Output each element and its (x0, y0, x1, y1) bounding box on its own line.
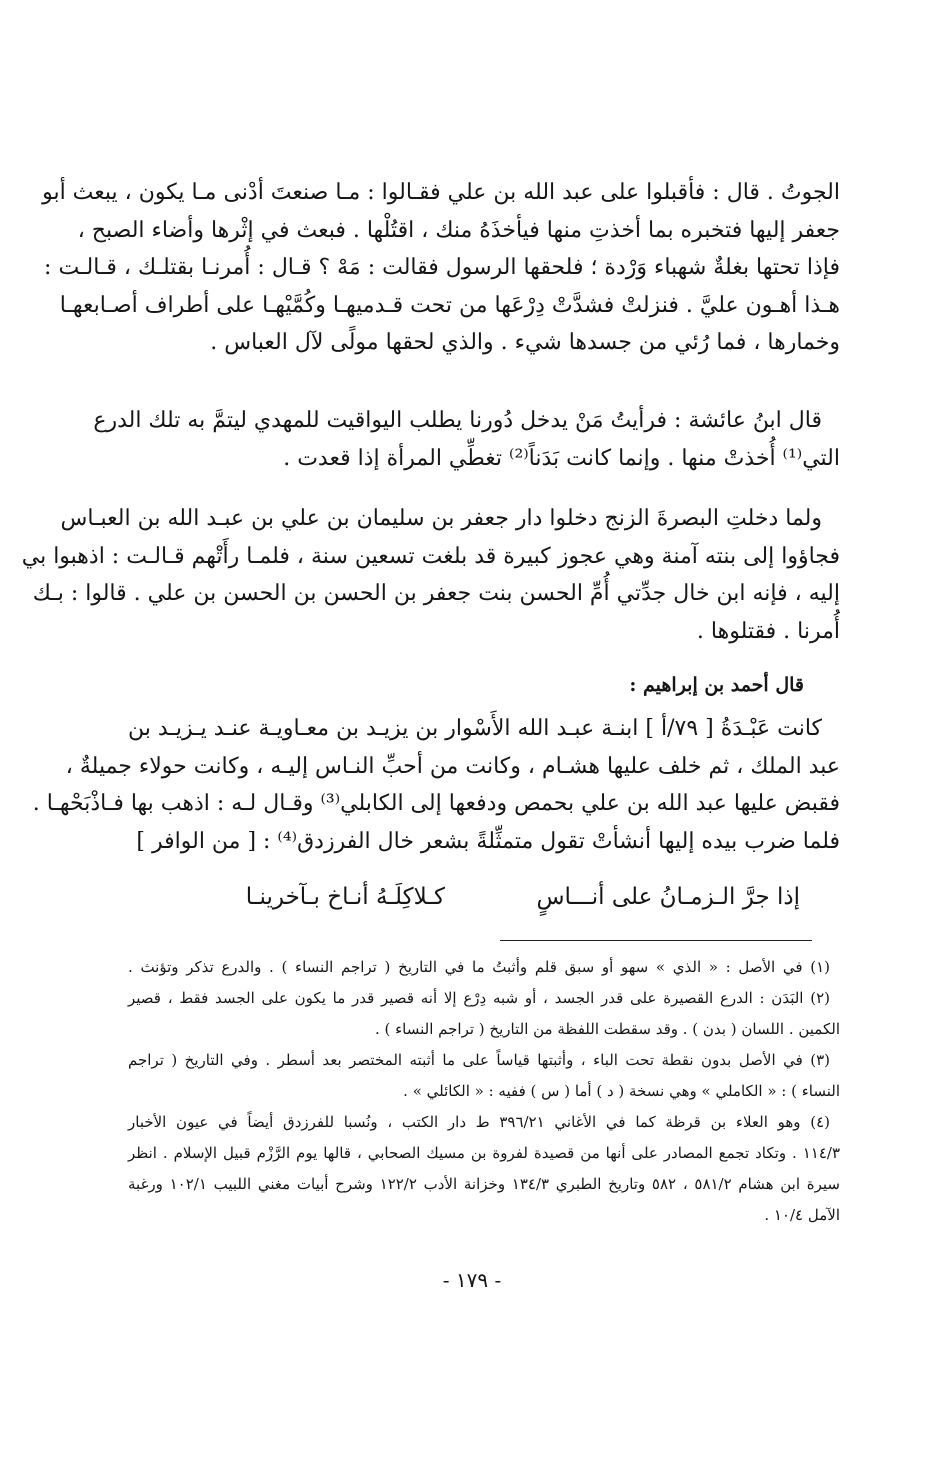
footnote-line: (٤) وهو العلاء بن قرظة كما في الأغاني ٣٩٦/٢١ ط دار الكتب ، ونُسبا للفرزدق أيضاً في عيون الأخبار (128, 1113, 830, 1131)
footnote-line: (٢) البَدَن : الدرع القصيرة على قدر الجسد ، أو شبه دِرْع إلا أنه قصير قدر ما يكون على الجسد فقط ، قصير (128, 989, 830, 1007)
text-line: إليه ، فإنه ابن خال جدِّتي أُمِّ الحسن بنت جعفر بن الحسن بن الحسن بن علي . قالوا : بـك (32, 581, 840, 606)
footnote-line: (٣) في الأصل بدون نقطة تحت الباء ، وأثبتها قياساً على ما أثبته المختصر بعد أسطر . وفي التاريخ ( تراجم (128, 1051, 830, 1069)
footnote-line: (١) في الأصل : « الذي » سهو أو سبق قلم وأثبتُ ما في التاريخ ( تراجم النساء ) . والدرع تذكر وتؤنث . (128, 958, 830, 976)
page-number: - ١٧٩ - (442, 1268, 502, 1292)
text-line: جعفر إليها فتخبره بما أخذتِ منها فيأخذَهُ منك ، اقتُلْها . فبعث في إثْرها وأضاء الصبح ، (77, 217, 840, 243)
section-heading: قال أحمد بن إبراهيم : (629, 674, 804, 696)
footnote-divider (500, 940, 812, 941)
text-line: التي⁽¹⁾ أُخذتْ منها . وإنما كانت بَدَناً⁽²⁾ تغطِّي المرأة إذا قعدت . (283, 445, 840, 471)
text-line: فقبض عليها عبد الله بن علي بحمص ودفعها إلى الكابلي⁽³⁾ وقـال لـه : اذهب بها فـاذْبَحْهـا . (32, 791, 840, 816)
text-line: فلما ضرب بيده إليها أنشأتْ تقول متمثِّلةً بشعر خال الفرزدق⁽⁴⁾ : [ من الوافر ] (136, 828, 840, 854)
text-line: أُمرنا . فقتلوها . (696, 618, 840, 644)
poem-verse (128, 884, 840, 924)
footnote-line: الآمل ١٠/٤ . (764, 1206, 840, 1224)
verse-first-hemistich: إذا جرَّ الـزمـانُ على أنـــاسٍ (536, 884, 800, 910)
text-line: كانت عَبْـدَةُ [ ٧٩/أ ] ابنـة عبـد الله الأَسْوار بن يزيـد بن معـاويـة عنـد يـزيـد بن (128, 716, 823, 741)
text-line: فإذا تحتها بغلةٌ شهباء وَرْدة ؛ فلحقها الرسول فقالت : مَهْ ؟ قـال : أُمرنـا بقتلـك ، قـالـت : (44, 255, 840, 280)
paragraph-2 (93, 402, 840, 477)
text-line: الجوتُ . قال : فأقبلوا على عبد الله بن علي فقـالوا : مـا صنعتَ أدْنى مـا يكون ، يبعث أبو (42, 180, 840, 205)
text-line: وخمارها ، فما رُئي من جسدها شيء . والذي لحقها مولًى لآل العباس . (210, 330, 840, 355)
paragraph-1 (42, 174, 840, 362)
text-line: عبد الملك ، ثم خلف عليها هشـام ، وكانت من أحبِّ النـاس إليـه ، وكانت حولاء جميلةٌ ، (65, 753, 840, 779)
paragraph-3 (21, 500, 840, 650)
verse-second-hemistich: كـلاكِلَـهُ أنـاخ بـآخرينـا (245, 884, 445, 910)
footnote-line: النساء ) : « الكاملي » وهي نسخة ( د ) أما ( س ) ففيه : « الكائلي » . (403, 1082, 840, 1100)
text-line: هـذا أهـون عليَّ . فنزلتْ فشدَّتْ دِرْعَها من تحت قـدميهـا وكُمَّيْهـا على أطراف أصـابعهـا (59, 292, 840, 318)
footnote-line: الكمين . اللسان ( بدن ) . وقد سقطت اللفظة من التاريخ ( تراجم النساء ) . (374, 1020, 840, 1038)
footnote-line: ١١٤/٣ . وتكاد تجمع المصادر على أنها من قصيدة لفروة بن مسيك الصحابي ، قالها يوم الرَّزْم قبيل الإسلام . انظر (128, 1144, 840, 1162)
text-line: ولما دخلتِ البصرةَ الزنج دخلوا دار جعفر بن سليمان بن علي بن عبـد الله بن العبـاس (60, 506, 822, 531)
footnotes (128, 952, 840, 1231)
paragraph-4 (32, 710, 840, 860)
text-line: فجاؤوا إلى بنته آمنة وهي عجوز كبيرة قد بلغت تسعين سنة ، فلمـا رأَتْهم قـالـت : اذهبوا بي (21, 543, 840, 569)
footnote-line: سيرة ابن هشام ٥٨١/٢ ، ٥٨٢ وتاريخ الطبري ١٣٤/٣ وخزانة الأدب ١٢٢/٢ وشرح أبيات مغني اللبيب ١٠٢/١ ورغبة (128, 1175, 840, 1193)
text-line: قال ابنُ عائشة : فرأيتُ مَنْ يدخل دُورنا يطلب اليواقيت للمهدي ليتمَّ به تلك الدرع (93, 408, 822, 433)
